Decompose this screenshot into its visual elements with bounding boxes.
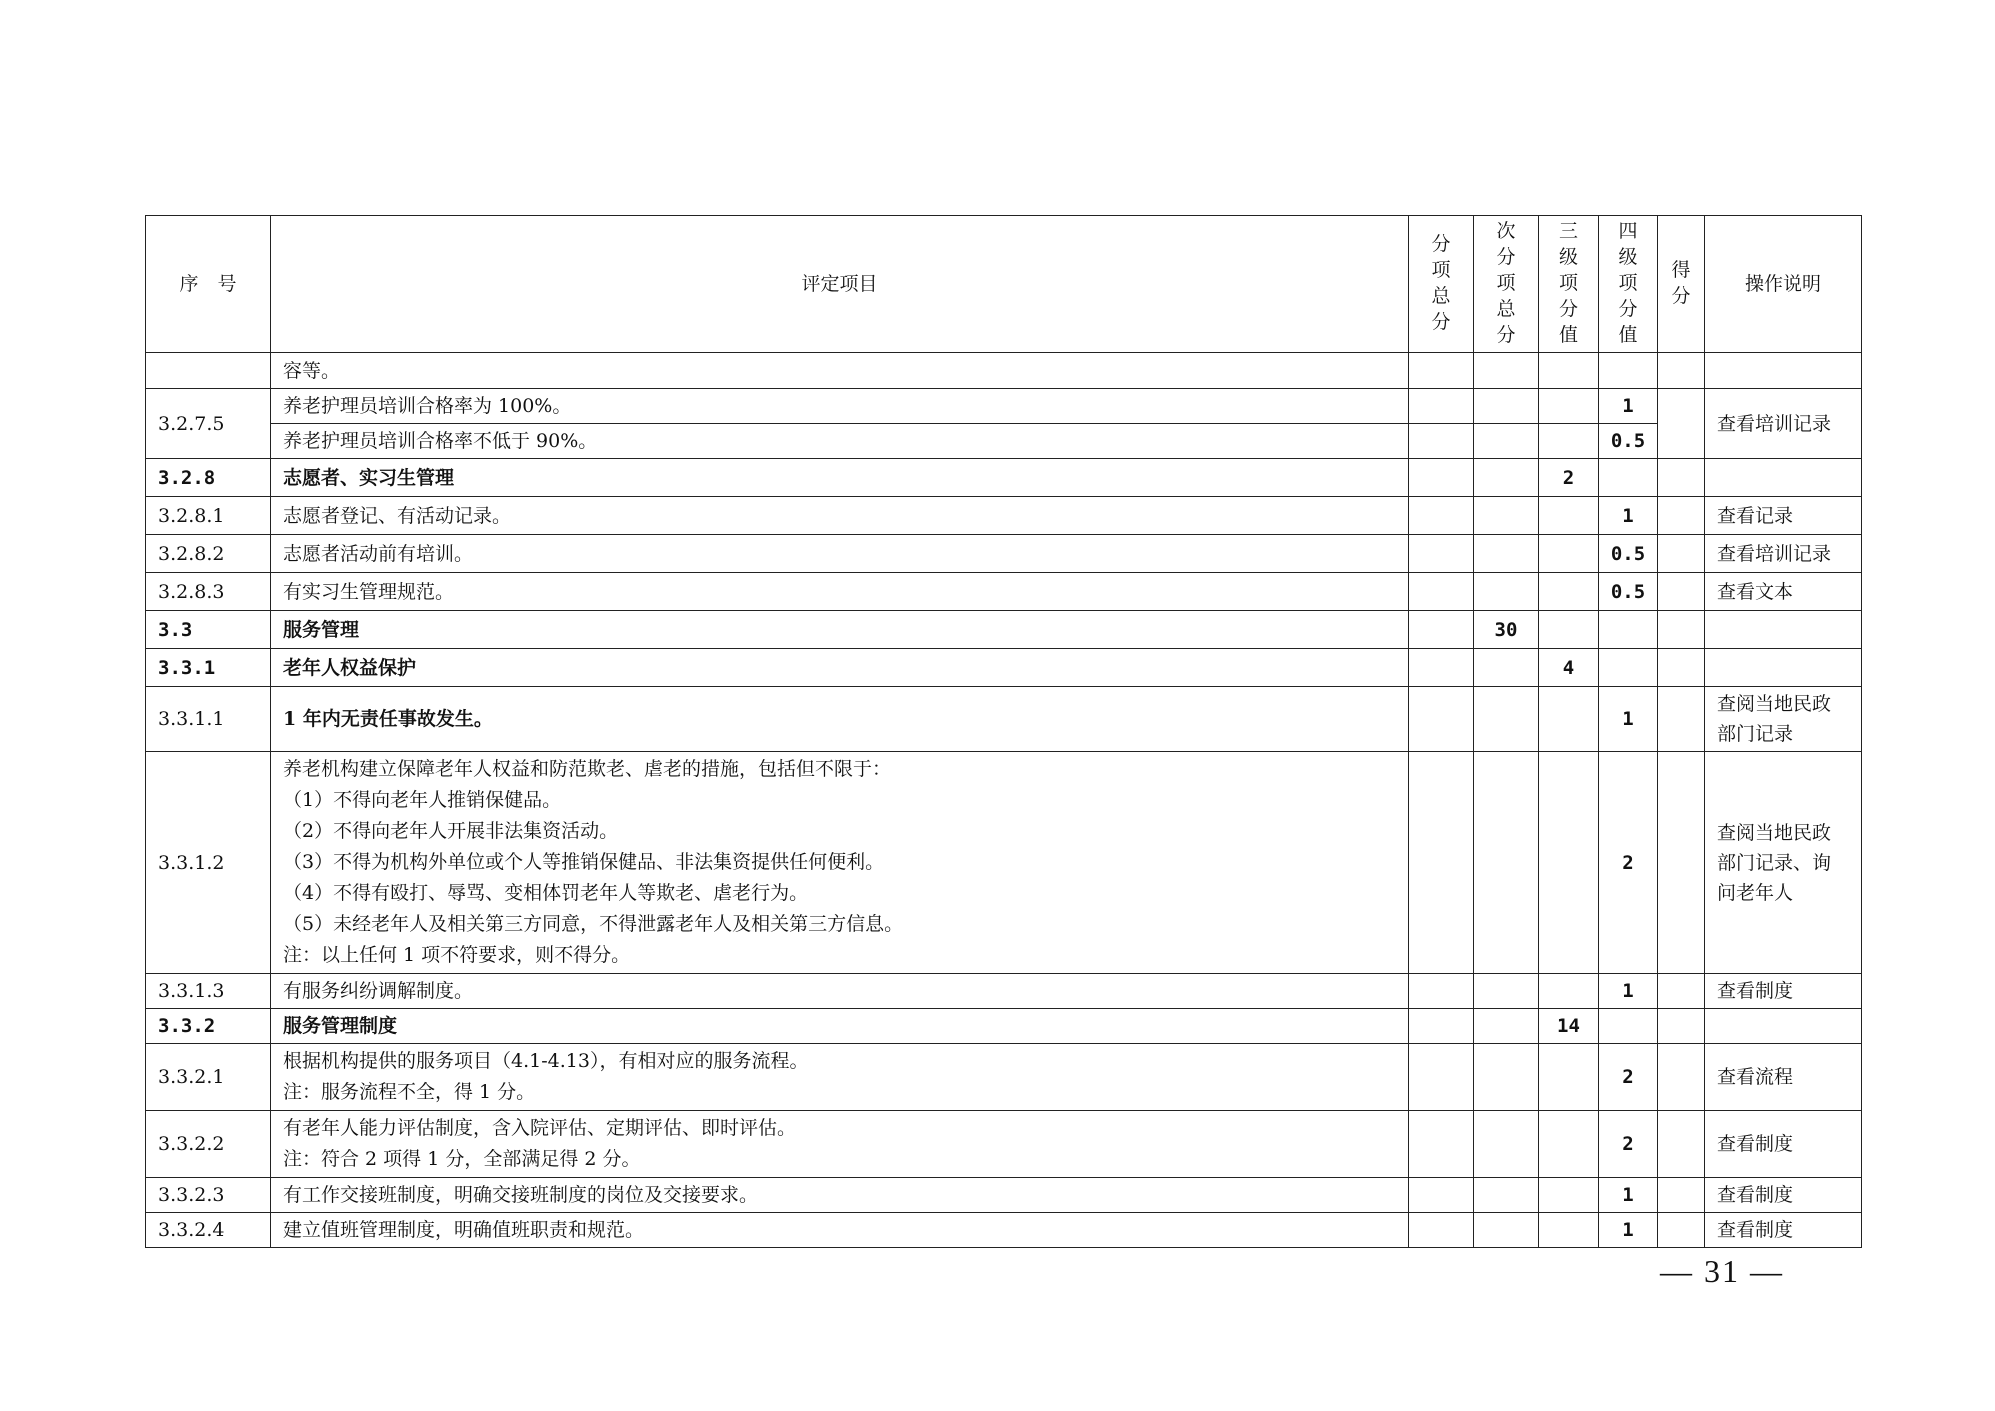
item-number: 3.3.1.3	[146, 974, 271, 1009]
table-row	[146, 459, 1862, 497]
item-text: 有老年人能力评估制度，含入院评估、定期评估、即时评估。 注：符合 2 项得 1 分，全部满足得 2 分。	[271, 1111, 1409, 1178]
item-text: 养老机构建立保障老年人权益和防范欺老、虐老的措施，包括但不限于： （1）不得向老年人推销保健品。 （2）不得向老年人开展非法集资活动。 （3）不得为机构外单位或个人等推销保健品、非法集资提供任何便利。 （4）不得有殴打、辱骂、变相体罚老年人等欺老、虐老行为。 （5）未经老年人及相关第三方同意，不得泄露老年人及相关第三方信息。 注：以上任何 1 项不符要求，则不得分。	[271, 752, 1409, 974]
item-text: 志愿者活动前有培训。	[271, 535, 1409, 573]
table-row	[146, 573, 1862, 611]
table-row	[146, 1213, 1862, 1248]
item-number: 3.2.8.3	[146, 573, 271, 611]
level4-score: 1	[1599, 497, 1658, 535]
level4-score: 1	[1599, 974, 1658, 1009]
header-row	[146, 216, 1862, 353]
item-number: 3.3.1.2	[146, 752, 271, 974]
item-number: 3.2.8	[146, 459, 271, 497]
instruction: 查看培训记录	[1705, 389, 1862, 459]
item-number: 3.3.2.2	[146, 1111, 271, 1178]
item-text: 有服务纠纷调解制度。	[271, 974, 1409, 1009]
evaluation-table	[145, 215, 1862, 1248]
instruction: 查看制度	[1705, 1178, 1862, 1213]
item-text: 老年人权益保护	[271, 649, 1409, 687]
header-item-total: 分项总分	[1409, 216, 1474, 353]
item-number: 3.2.8.2	[146, 535, 271, 573]
level4-score: 0.5	[1599, 424, 1658, 459]
item-number: 3.3	[146, 611, 271, 649]
item-text: 容等。	[271, 353, 1409, 389]
header-level3-score: 三级项分值	[1539, 216, 1599, 353]
level4-score: 1	[1599, 1213, 1658, 1248]
item-text: 1 年内无责任事故发生。	[271, 687, 1409, 752]
level3-score: 14	[1539, 1009, 1599, 1044]
header-subitem-total: 次分项总分	[1474, 216, 1539, 353]
level4-score: 2	[1599, 1044, 1658, 1111]
item-text: 养老护理员培训合格率不低于 90%。	[271, 424, 1409, 459]
table-row	[146, 389, 1862, 424]
level4-score: 1	[1599, 389, 1658, 424]
instruction: 查看制度	[1705, 974, 1862, 1009]
item-number: 3.3.1.1	[146, 687, 271, 752]
instruction: 查看文本	[1705, 573, 1862, 611]
item-number: 3.2.8.1	[146, 497, 271, 535]
item-text: 服务管理	[271, 611, 1409, 649]
level4-score: 0.5	[1599, 573, 1658, 611]
level3-score: 4	[1539, 649, 1599, 687]
table-row	[146, 649, 1862, 687]
table-row	[146, 1044, 1862, 1111]
table-row	[146, 497, 1862, 535]
level4-score: 1	[1599, 1178, 1658, 1213]
item-text: 服务管理制度	[271, 1009, 1409, 1044]
header-instructions: 操作说明	[1705, 216, 1862, 353]
item-text: 建立值班管理制度，明确值班职责和规范。	[271, 1213, 1409, 1248]
header-seq: 序 号	[146, 216, 271, 353]
item-text: 有工作交接班制度，明确交接班制度的岗位及交接要求。	[271, 1178, 1409, 1213]
instruction: 查看记录	[1705, 497, 1862, 535]
level4-score: 2	[1599, 1111, 1658, 1178]
level2-score: 30	[1474, 611, 1539, 649]
instruction: 查阅当地民政部门记录、询问老年人	[1705, 752, 1862, 974]
instruction: 查阅当地民政部门记录	[1705, 687, 1862, 752]
item-text: 养老护理员培训合格率为 100%。	[271, 389, 1409, 424]
table-row	[146, 1178, 1862, 1213]
table-row	[146, 424, 1862, 459]
instruction: 查看制度	[1705, 1213, 1862, 1248]
item-text: 根据机构提供的服务项目（4.1-4.13），有相对应的服务流程。 注：服务流程不全，得 1 分。	[271, 1044, 1409, 1111]
table-row	[146, 353, 1862, 389]
table-row	[146, 1009, 1862, 1044]
item-number: 3.3.2.3	[146, 1178, 271, 1213]
item-text: 有实习生管理规范。	[271, 573, 1409, 611]
level4-score: 1	[1599, 687, 1658, 752]
level3-score: 2	[1539, 459, 1599, 497]
table-row	[146, 535, 1862, 573]
header-level4-score: 四级项分值	[1599, 216, 1658, 353]
item-number: 3.2.7.5	[146, 389, 271, 459]
item-text: 志愿者、实习生管理	[271, 459, 1409, 497]
item-number: 3.3.2	[146, 1009, 271, 1044]
table-row	[146, 611, 1862, 649]
header-score: 得分	[1658, 216, 1705, 353]
item-number: 3.3.2.1	[146, 1044, 271, 1111]
page-number: — 31 —	[1660, 1253, 1784, 1289]
table-row	[146, 1111, 1862, 1178]
item-number: 3.3.2.4	[146, 1213, 271, 1248]
instruction: 查看培训记录	[1705, 535, 1862, 573]
level4-score: 2	[1599, 752, 1658, 974]
table-row	[146, 752, 1862, 974]
instruction: 查看制度	[1705, 1111, 1862, 1178]
item-number: 3.3.1	[146, 649, 271, 687]
header-item: 评定项目	[271, 216, 1409, 353]
instruction: 查看流程	[1705, 1044, 1862, 1111]
table-row	[146, 974, 1862, 1009]
level4-score: 0.5	[1599, 535, 1658, 573]
item-text: 志愿者登记、有活动记录。	[271, 497, 1409, 535]
table-row	[146, 687, 1862, 752]
